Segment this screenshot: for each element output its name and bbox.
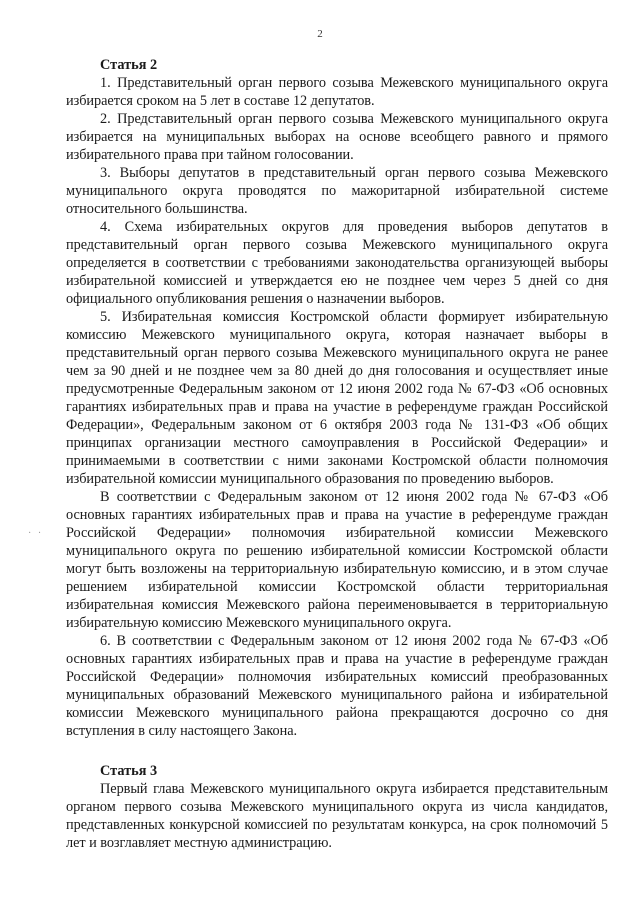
article-2 bbox=[66, 56, 608, 740]
article-2-paragraph-1: 1. Представительный орган первого созыва Межевского муниципального округа избирается сроком на 5 лет в составе 12 депутатов. bbox=[66, 75, 608, 109]
article-2-paragraph-2: 2. Представительный орган первого созыва Межевского муниципального округа избирается на муниципальных выборах на основе всеобщего равного и прямого избирательного права при тайном голосовании. bbox=[66, 111, 608, 163]
scan-artifact: · · bbox=[28, 528, 44, 539]
article-3-paragraph-1: Первый глава Межевского муниципального округа избирается представительным органом первого созыва Межевского муниципального округа из числа кандидатов, представленных конкурсной комиссией по результатам конкурса, на срок полномочий 5 лет и возглавляет местную администрацию. bbox=[66, 781, 608, 851]
article-2-heading: Статья 2 bbox=[100, 57, 158, 73]
section-gap bbox=[66, 740, 608, 762]
article-2-paragraph-5-continued: В соответствии с Федеральным законом от 12 июня 2002 года № 67-ФЗ «Об основных гарантиях избирательных прав и права на участие в референдуме граждан Российской Федерации» полномочия избирательной комиссии Межевского муниципального округа по решению избирательной комиссии Костромской области могут быть возложены на территориальную избирательную комиссию, и в этом случае решением избирательной комиссии Костромской области территориальная избирательная комиссия Межевского района переименовывается в территориальную избирательную комиссию Межевского муниципального округа. bbox=[66, 489, 608, 631]
article-2-paragraph-5: 5. Избирательная комиссия Костромской области формирует избирательную комиссию Межевского муниципального округа, которая назначает выборы в представительный орган первого созыва Межевского муниципального округа не ранее чем за 90 дней и не позднее чем за 80 дней до дня голосования и осуществляет иные предусмотренные Федеральным законом от 12 июня 2002 года № 67-ФЗ «Об основных гарантиях избирательных прав и права на участие в референдуме граждан Российской Федерации», Федеральным законом от 6 октября 2003 года № 131-ФЗ «Об общих принципах организации местного самоуправления в Российской Федерации» и принимаемыми в соответствии с ними законами Костромской области полномочия избирательной комиссии муниципального образования по проведению выборов. bbox=[66, 309, 608, 487]
article-2-paragraph-4: 4. Схема избирательных округов для проведения выборов депутатов в представительный орган первого созыва Межевского муниципального округа определяется в соответствии с требованиями законодательства организующей выборы избирательной комиссией и утверждается ею не позднее чем через 5 дней со дня официального опубликования решения о назначении выборов. bbox=[66, 219, 608, 307]
article-2-paragraph-6: 6. В соответствии с Федеральным законом от 12 июня 2002 года № 67-ФЗ «Об основных гарантиях избирательных прав и права на участие в референдуме граждан Российской Федерации» полномочия избирательных комиссий преобразованных муниципальных образований Межевского муниципального района и избирательной комиссии Межевского муниципального района прекращаются досрочно со дня вступления в силу настоящего Закона. bbox=[66, 633, 608, 739]
article-2-paragraph-3: 3. Выборы депутатов в представительный орган первого созыва Межевского муниципального округа проводятся по мажоритарной избирательной системе относительного большинства. bbox=[66, 165, 608, 217]
page-number: 2 bbox=[317, 28, 323, 40]
article-3 bbox=[66, 762, 608, 852]
article-3-heading: Статья 3 bbox=[100, 763, 158, 779]
document-body bbox=[66, 56, 608, 852]
